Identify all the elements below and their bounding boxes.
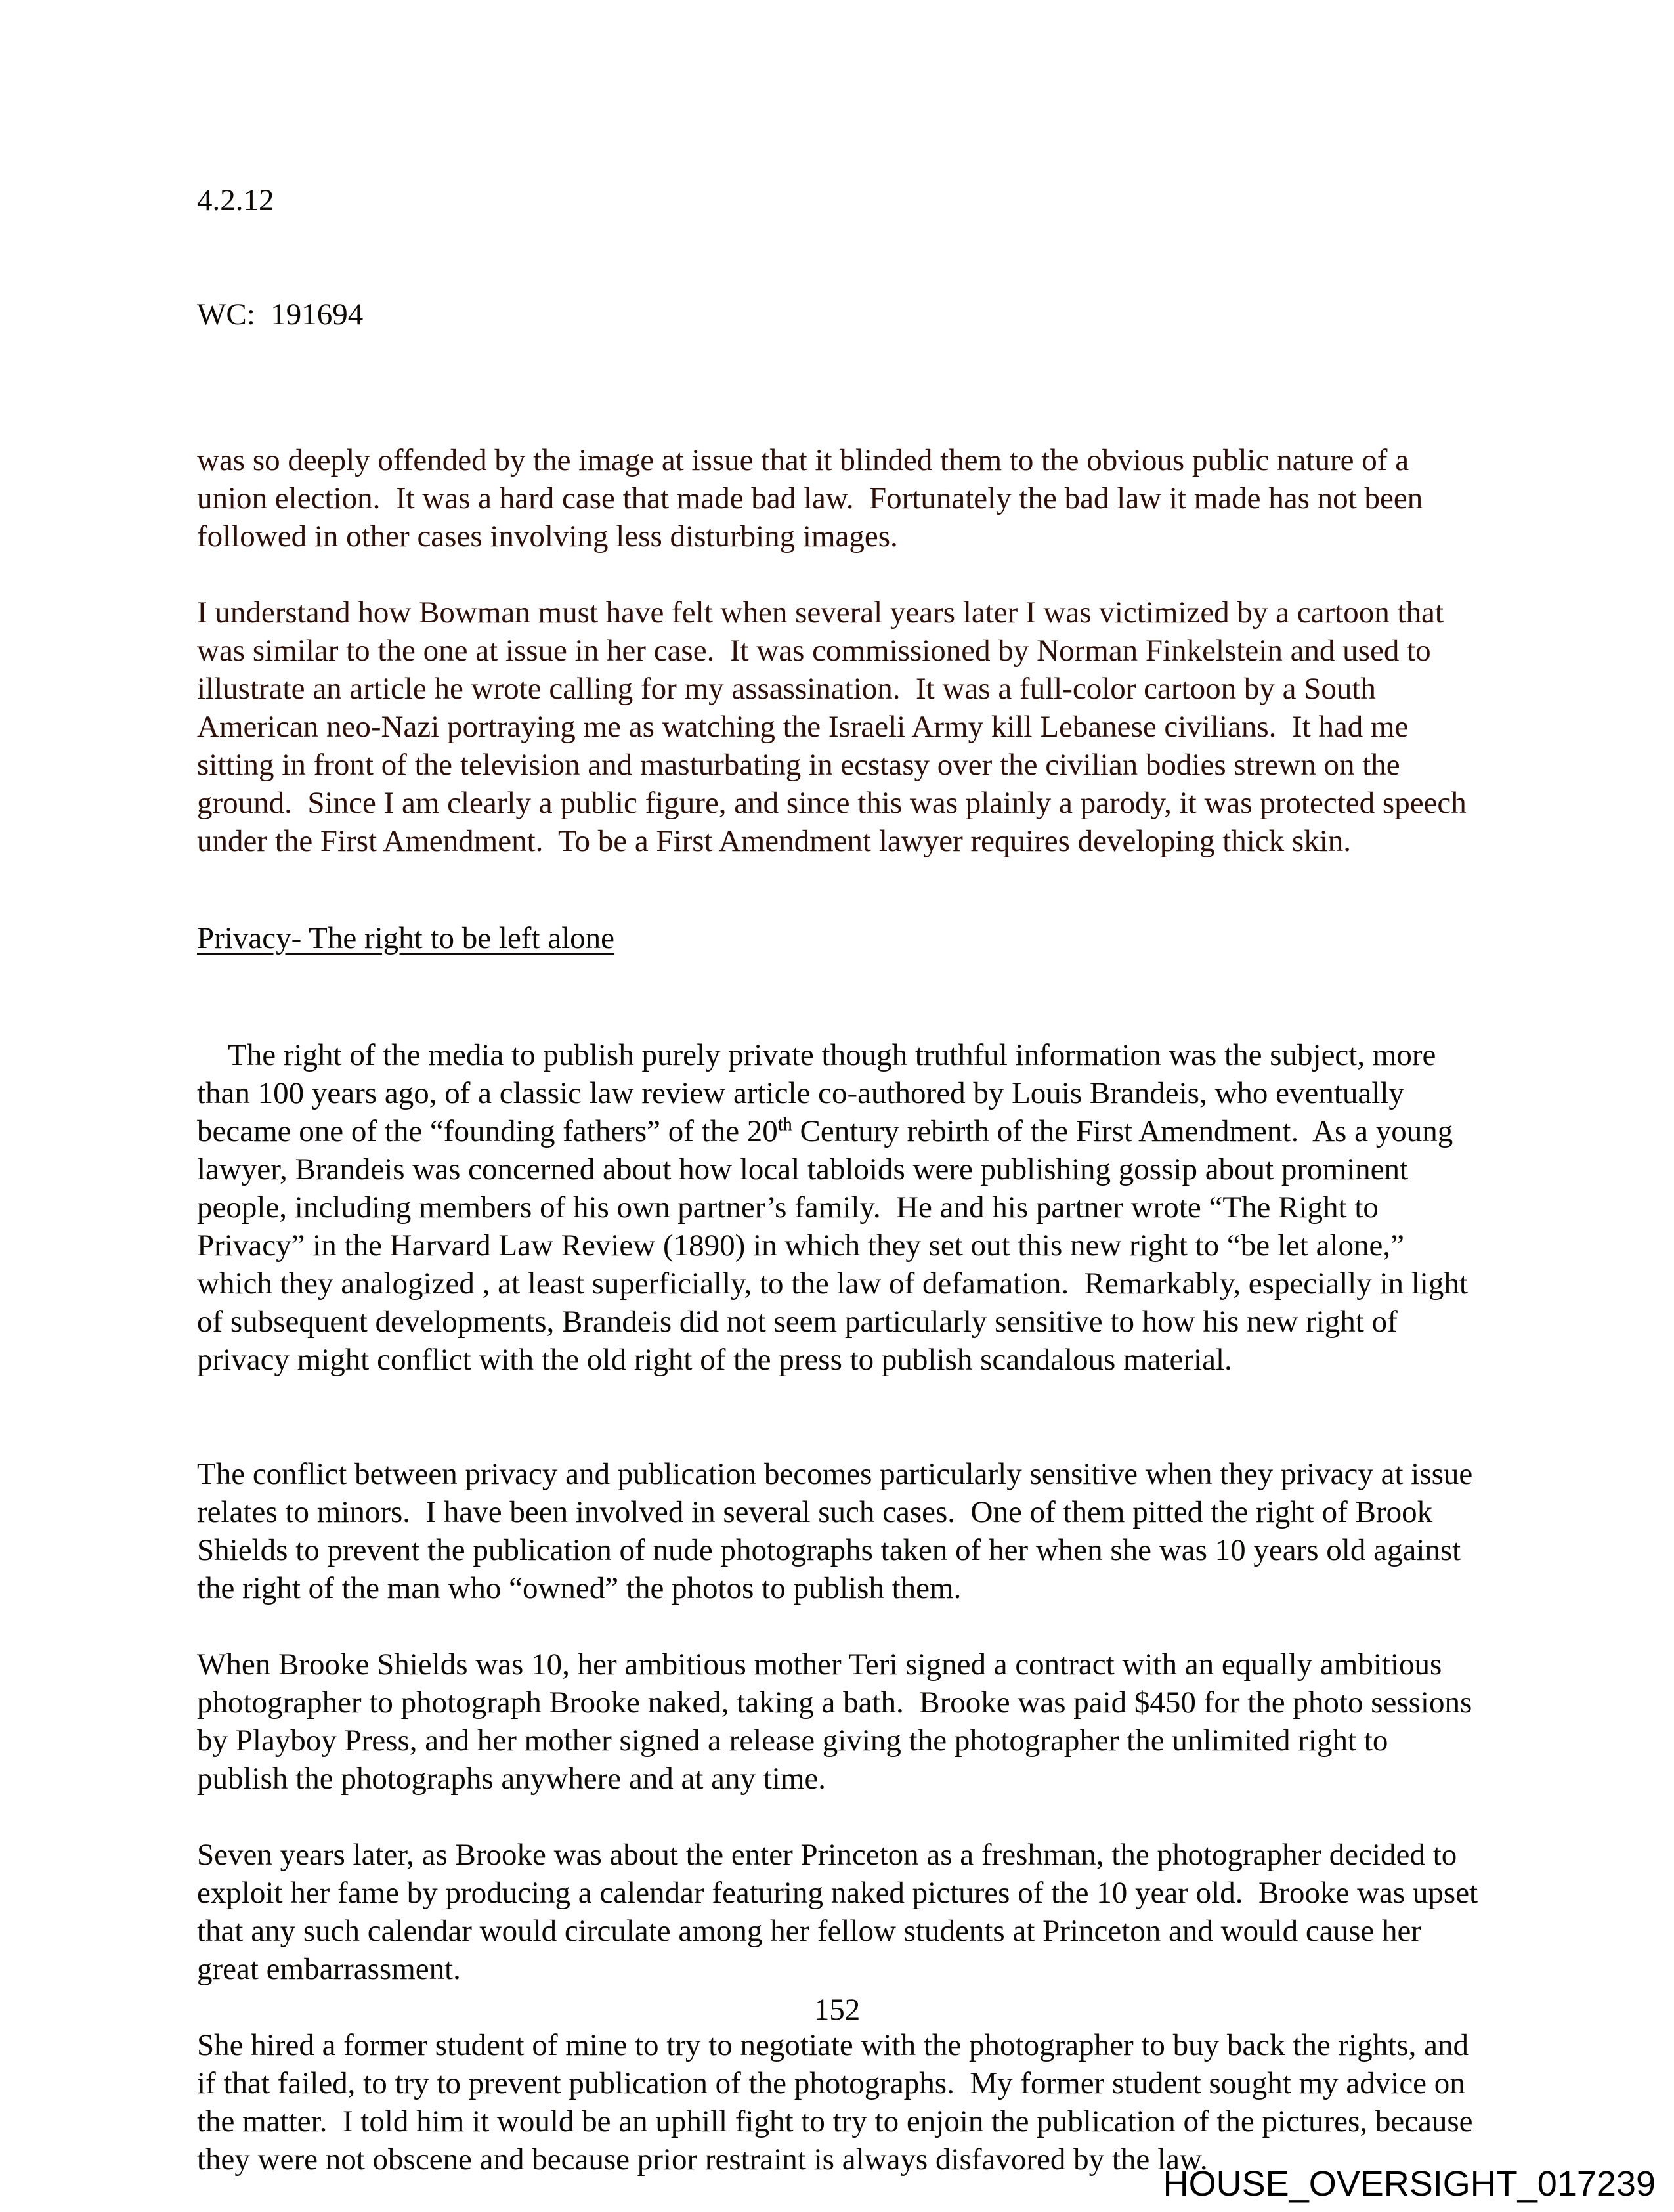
document-header: [197, 105, 1485, 410]
paragraph-6: Seven years later, as Brooke was about the enter Princeton as a freshman, the photographer decided to exploit her fame by producing a calendar featuring naked pictures of the 10 year old. Brooke was upset that any such calendar would circulate among her fellow students at Princeton and would cause her great embarrassment.: [197, 1838, 1486, 1986]
paragraph-7: She hired a former student of mine to try to negotiate with the photographer to buy back the rights, and if that failed, to try to prevent publication of the photographs. My former student sought my advice on the matter. I told him it would be an uphill fight to try to enjoin the publication of the pictures, because they were not obscene and because prior restraint is always disfavored by the law.: [197, 2028, 1481, 2177]
header-wc-code: WC: 191694: [197, 297, 364, 332]
paragraph-3-text-after: Century rebirth of the First Amendment. As a young lawyer, Brandeis was concerned about how local tabloids were publishing gossip about prominent people, including members of his own partner’s family. He and his partner wrote “The Right to Privacy” in the Harvard Law Review (1890) in which they set out this new right to “be let alone,” which they analogized , at least superficially, to the law of defamation. Remarkably, especially in light of subsequent developments, Brandeis did not seem particularly sensitive to how his new right of privacy might conflict with the old right of the press to publish scandalous material.: [197, 1114, 1476, 1377]
header-date-code: 4.2.12: [197, 183, 274, 217]
section-heading-privacy: Privacy- The right to be left alone: [197, 921, 615, 955]
paragraph-3-text-before: The right of the media to publish purely private though truthful information was the subject, more than 100 years ago, of a classic law review article co-authored by Louis Brandeis, who eventually became one of the “founding fathers” of the 20: [197, 1038, 1444, 1148]
page-number: 152: [813, 1993, 861, 2027]
paragraph-4: The conflict between privacy and publication becomes particularly sensitive when they privacy at issue relates to minors. I have been involved in several such cases. One of them pitted the right of Brook Shields to prevent the publication of nude photographs taken of her when she was 10 years old against the right of the man who “owned” the photos to publish them.: [197, 1457, 1481, 1605]
paragraph-5: When Brooke Shields was 10, her ambitious mother Teri signed a contract with an equally ambitious photographer to photograph Brooke naked, taking a bath. Brooke was paid $450 for the photo sessions by Playboy Press, and her mother signed a release giving the photographer the unlimited right to publish the photographs anywhere and at any time.: [197, 1647, 1480, 1796]
paragraph-3-ordinal-superscript: th: [777, 1114, 792, 1135]
bates-stamp: HOUSE_OVERSIGHT_017239: [1163, 2164, 1656, 2203]
paragraph-1: was so deeply offended by the image at issue that it blinded them to the obvious public nature of a union election. It was a hard case that made bad law. Fortunately the bad law it made has not been followed in other cases involving less disturbing images.: [197, 443, 1430, 553]
paragraph-3: [197, 998, 1485, 1417]
paragraph-2: I understand how Bowman must have felt when several years later I was victimized by a cartoon that was similar to the one at issue in her case. It was commissioned by Norman Finkelstein and used to illustrate an article he wrote calling for my assassination. It was a full-color cartoon by a South American neo-Nazi portraying me as watching the Israeli Army kill Lebanese civilians. It had me sitting in front of the television and masturbating in ecstasy over the civilian bodies strewn on the ground. Since I am clearly a public figure, and since this was plainly a parody, it was protected speech under the First Amendment. To be a First Amendment lawyer requires developing thick skin.: [197, 596, 1474, 858]
